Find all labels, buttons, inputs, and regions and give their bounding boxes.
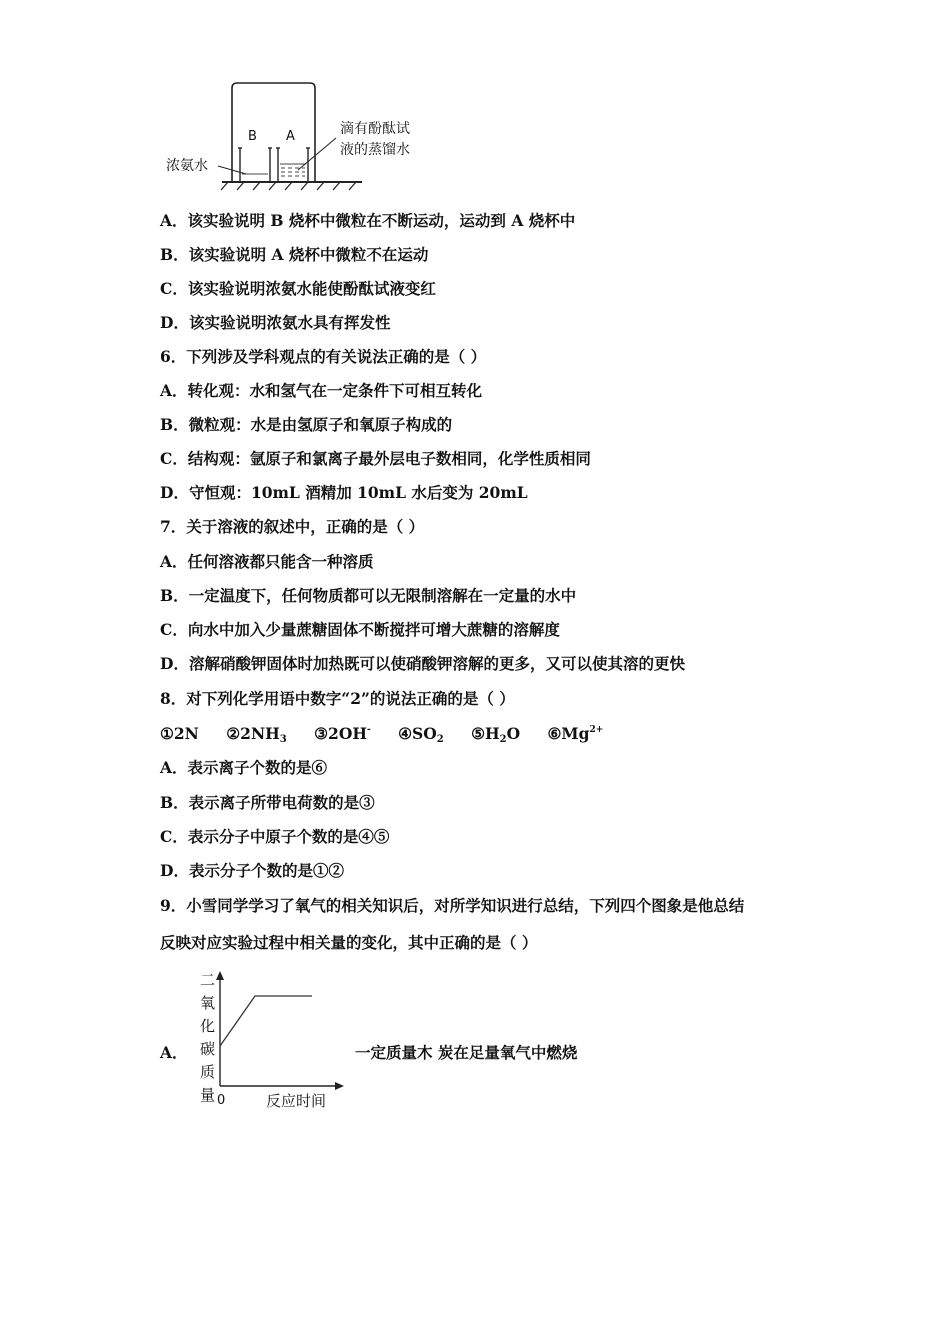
graph-ylabel-char-2: 氧 <box>200 994 216 1012</box>
formula-2: $②2NH_3$ <box>226 724 287 745</box>
q8-option-a: A．表示离子个数的是⑥ <box>160 758 328 777</box>
q8-option-c: C．表示分子中原子个数的是④⑤ <box>160 827 390 846</box>
co2-mass-graph <box>190 968 350 1113</box>
q9-option-a-label: A． <box>160 1043 188 1062</box>
graph-xlabel: 反应时间 <box>266 1092 327 1110</box>
q8-stem: 8．对下列化学用语中数字“2”的说法正确的是（ ） <box>160 689 515 708</box>
graph-ylabel-char-5: 质 <box>200 1063 216 1081</box>
q6-option-a: A．转化观：水和氢气在一定条件下可相互转化 <box>160 381 483 400</box>
label-a: A <box>286 129 295 144</box>
leader-right <box>298 138 336 170</box>
q5-option-d: D．该实验说明浓氨水具有挥发性 <box>160 313 391 332</box>
formula-3: ③2OH- <box>314 724 371 743</box>
graph-y-arrow <box>216 971 224 980</box>
q8-formula-list <box>160 724 625 744</box>
q7-option-d: D．溶解硝酸钾固体时加热既可以使硝酸钾溶解的更多，又可以使其溶的更快 <box>160 654 685 673</box>
formula-1: ①2N <box>160 724 199 743</box>
formula-5: $⑤H_2O$ <box>471 724 521 745</box>
q7-stem: 7．关于溶液的叙述中，正确的是（ ） <box>160 517 425 536</box>
formula-6: $⑥Mg^{2+}$ <box>547 724 604 743</box>
q8-option-b: B．表示离子所带电荷数的是③ <box>160 793 375 812</box>
beaker-experiment-figure <box>160 78 440 193</box>
beaker-a-liquid <box>280 164 306 176</box>
large-beaker-outline <box>232 83 315 182</box>
q9-stem-line1: 9．小雪同学学习了氧气的相关知识后，对所学知识进行总结，下列四个图象是他总结 <box>160 896 745 915</box>
table-hatching <box>221 182 356 190</box>
q7-option-c: C．向水中加入少量蔗糖固体不断搅拌可增大蔗糖的溶解度 <box>160 620 560 639</box>
q9-stem-line2: 反映对应实验过程中相关量的变化，其中正确的是（ ） <box>160 933 538 952</box>
q6-stem: 6．下列涉及学科观点的有关说法正确的是（ ） <box>160 347 487 366</box>
graph-ylabel-char-4: 碳 <box>200 1040 216 1058</box>
graph-ylabel-char-3: 化 <box>200 1017 216 1035</box>
beaker-b-outline <box>240 148 270 182</box>
q5-option-c: C．该实验说明浓氨水能使酚酞试液变红 <box>160 279 436 298</box>
q6-option-b: B．微粒观：水是由氢原子和氧原子构成的 <box>160 415 453 434</box>
q9-option-a-caption: 一定质量木 炭在足量氧气中燃烧 <box>355 1043 578 1062</box>
graph-x-arrow <box>335 1082 344 1090</box>
q5-option-a: A．该实验说明 B 烧杯中微粒在不断运动，运动到 A 烧杯中 <box>160 211 576 230</box>
label-phenolphthalein-line2: 液的蒸馏水 <box>340 142 410 158</box>
graph-curve <box>220 996 312 1046</box>
q6-option-d: D．守恒观：10mL 酒精加 10mL 水后变为 20mL <box>160 483 528 502</box>
label-b: B <box>248 129 257 144</box>
graph-ylabel-char-1: 二 <box>200 971 216 989</box>
q7-option-a: A．任何溶液都只能含一种溶质 <box>160 552 374 571</box>
label-phenolphthalein-line1: 滴有酚酞试 <box>340 121 410 137</box>
graph-ylabel-char-6: 量 <box>200 1086 216 1104</box>
q8-option-d: D．表示分子个数的是①② <box>160 861 344 880</box>
q6-option-c: C．结构观：氩原子和氯离子最外层电子数相同，化学性质相同 <box>160 449 591 468</box>
graph-origin: 0 <box>217 1093 226 1108</box>
label-ammonia: 浓氨水 <box>166 158 208 174</box>
q7-option-b: B．一定温度下，任何物质都可以无限制溶解在一定量的水中 <box>160 586 577 605</box>
q5-option-b: B．该实验说明 A 烧杯中微粒不在运动 <box>160 245 429 264</box>
formula-4: $④SO_2$ <box>398 724 444 745</box>
